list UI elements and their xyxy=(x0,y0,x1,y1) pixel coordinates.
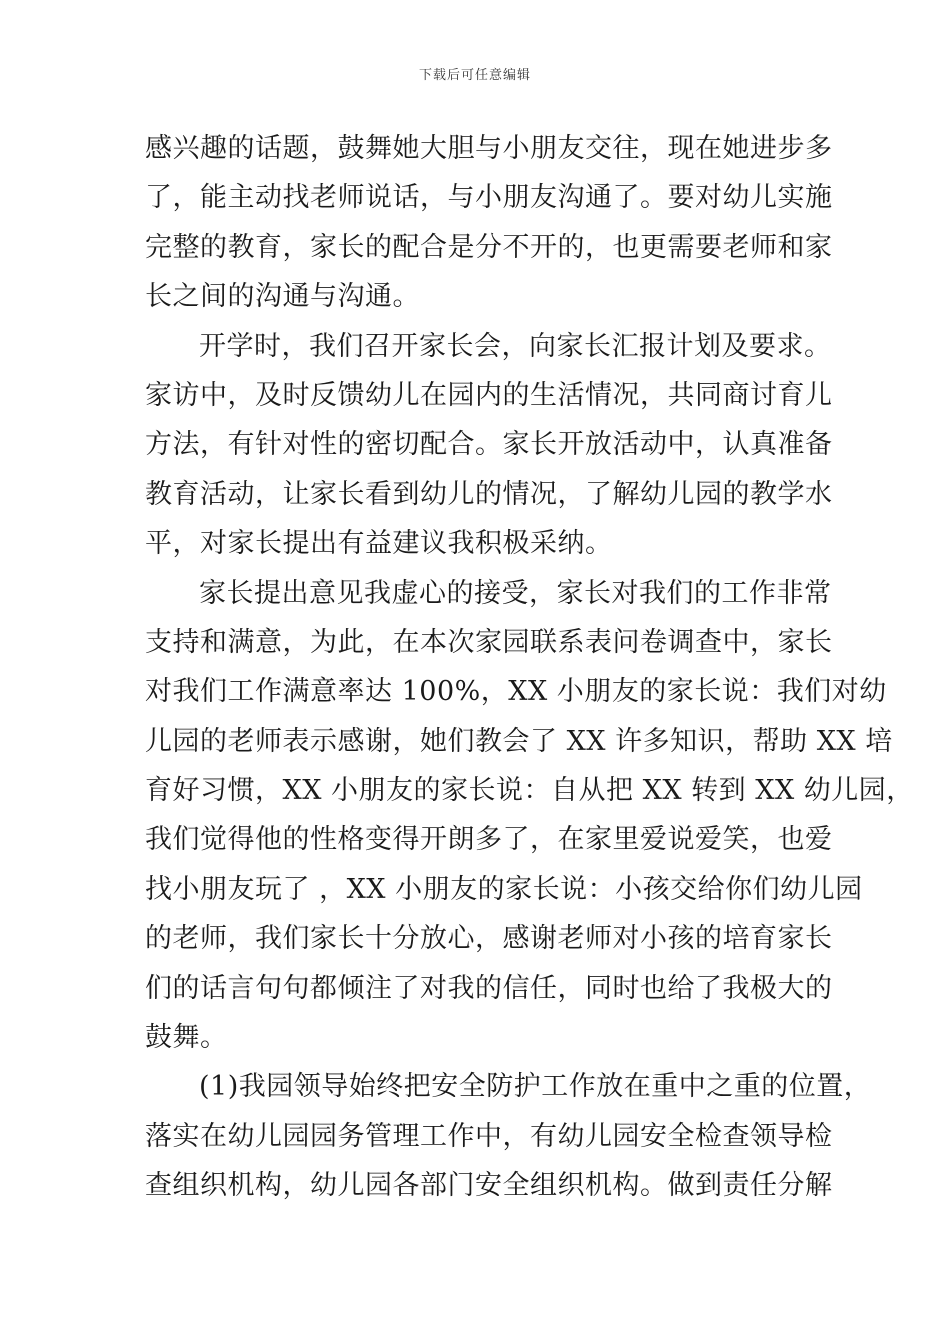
text-line: 完整的教育，家长的配合是分不开的，也更需要老师和家 xyxy=(145,231,833,263)
text-line: 家长提出意见我虚心的接受，家长对我们的工作非常 xyxy=(199,577,832,609)
text-line: 了，能主动找老师说话，与小朋友沟通了。要对幼儿实施 xyxy=(145,182,833,214)
text-line: 方法，有针对性的密切配合。家长开放活动中，认真准备 xyxy=(145,429,833,461)
text-line: 的老师，我们家长十分放心，感谢老师对小孩的培育家长 xyxy=(145,923,833,955)
text-line: 鼓舞。 xyxy=(145,1022,228,1054)
text-line: 家访中，及时反馈幼儿在园内的生活情况，共同商讨育儿 xyxy=(145,379,833,411)
text-line: 长之间的沟通与沟通。 xyxy=(145,281,420,313)
document-body xyxy=(145,124,914,1211)
text-line: 落实在幼儿园园务管理工作中，有幼儿园安全检查领导检 xyxy=(145,1120,833,1152)
text-line: 平，对家长提出有益建议我积极采纳。 xyxy=(145,528,613,560)
text-line: 对我们工作满意率达 100%，XX 小朋友的家长说：我们对幼 xyxy=(145,676,887,708)
text-line: 支持和满意，为此，在本次家园联系表问卷调查中，家长 xyxy=(145,626,833,658)
text-line: 我们觉得他的性格变得开朗多了，在家里爱说爱笑，也爱 xyxy=(145,824,833,856)
text-line: (1)我园领导始终把安全防护工作放在重中之重的位置， xyxy=(199,1071,872,1103)
text-line: 育好习惯，XX 小朋友的家长说：自从把 XX 转到 XX 幼儿园， xyxy=(145,775,914,807)
text-line: 感兴趣的话题，鼓舞她大胆与小朋友交往，现在她进步多 xyxy=(145,133,833,164)
text-line: 们的话言句句都倾注了对我的信任，同时也给了我极大的 xyxy=(145,972,833,1004)
text-line: 开学时，我们召开家长会，向家长汇报计划及要求。 xyxy=(199,330,832,362)
text-line: 儿园的老师表示感谢，她们教会了 XX 许多知识，帮助 XX 培 xyxy=(145,725,893,757)
page-header: 下载后可任意编辑 xyxy=(418,68,531,83)
text-line: 查组织机构，幼儿园各部门安全组织机构。做到责任分解 xyxy=(145,1170,833,1202)
text-line: 教育活动，让家长看到幼儿的情况，了解幼儿园的教学水 xyxy=(145,478,833,510)
text-line: 找小朋友玩了 ，XX 小朋友的家长说：小孩交给你们幼儿园 xyxy=(145,873,863,905)
